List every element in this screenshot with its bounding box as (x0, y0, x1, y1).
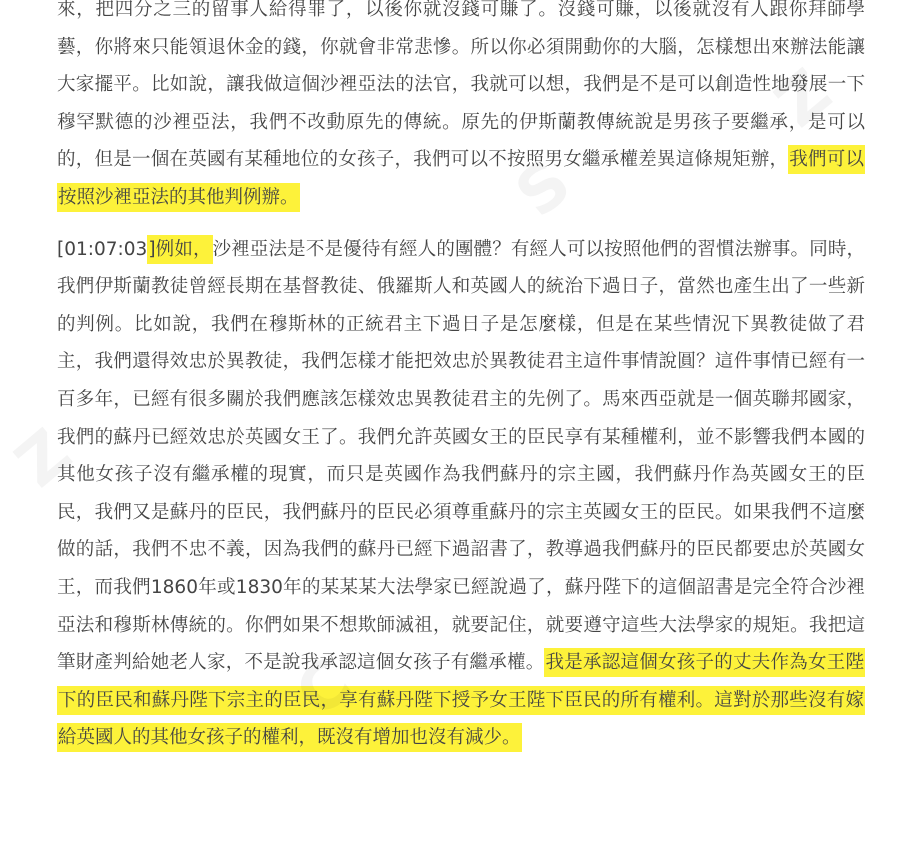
highlighted-text: ]例如， (147, 235, 212, 264)
highlighted-text: 我們可以按照沙裡亞法的其他判例辦。 (57, 145, 865, 212)
highlighted-text: 我是承認這個女孩子的丈夫作為女王陛下的臣民和蘇丹陛下宗主的臣民，享有蘇丹陛下授予女王陛下臣民的所有權利。這對於那些沒有嫁給英國人的其他女孩子的權利，既沒有增加也沒有減少。 (57, 648, 865, 752)
article-body (57, 0, 865, 757)
paragraph-2 (57, 231, 865, 757)
paragraph-1 (57, 0, 865, 217)
timestamp: [01:07:03 (57, 238, 148, 260)
text-segment: 來，把四分之三的留事人給得罪了，以後你就沒錢可賺了。沒錢可賺，以後就沒有人跟你拜師學藝，你將來只能領退休金的錢，你就會非常悲慘。所以你必須開動你的大腦，怎樣想出來辦法能讓大家擺平。比如說，讓我做這個沙裡亞法的法官，我就可以想，我們是不是可以創造性地發展一下穆罕默德的沙裡亞法，我們不改動原先的傳統。原先的伊斯蘭教傳統說是男孩子要繼承，是可以的，但是一個在英國有某種地位的女孩子，我們可以不按照男女繼承權差異這條規矩辦， (57, 0, 865, 171)
text-segment: 沙裡亞法是不是優待有經人的團體？有經人可以按照他們的習慣法辦事。同時，我們伊斯蘭教徒曾經長期在基督教徒、俄羅斯人和英國人的統治下過日子，當然也產生出了一些新的判例。比如說，我們在穆斯林的正統君主下過日子是怎麼樣，但是在某些情況下異教徒做了君主，我們還得效忠於異教徒，我們怎樣才能把效忠於異教徒君主這件事情說圓？這件事情已經有一百多年，已經有很多關於我們應該怎樣效忠異教徒君主的先例了。馬來西亞就是一個英聯邦國家，我們的蘇丹已經效忠於英國女王了。我們允許英國女王的臣民享有某種權利，並不影響我們本國的其他女孩子沒有繼承權的現實，而只是英國作為我們蘇丹的宗主國，我們蘇丹作為英國女王的臣民，我們又是蘇丹的臣民，我們蘇丹的臣民必須尊重蘇丹的宗主英國女王的臣民。如果我們不這麼做的話，我們不忠不義，因為我們的蘇丹已經下過詔書了，教導過我們蘇丹的臣民都要忠於英國女王，而我們1860年或1830年的某某某大法學家已經說過了，蘇丹陛下的這個詔書是完全符合沙裡亞法和穆斯林傳統的。你們如果不想欺師滅祖，就要記住，就要遵守這些大法學家的規矩。我把這筆財產判給她老人家，不是說我承認這個女孩子有繼承權。 (57, 238, 865, 674)
